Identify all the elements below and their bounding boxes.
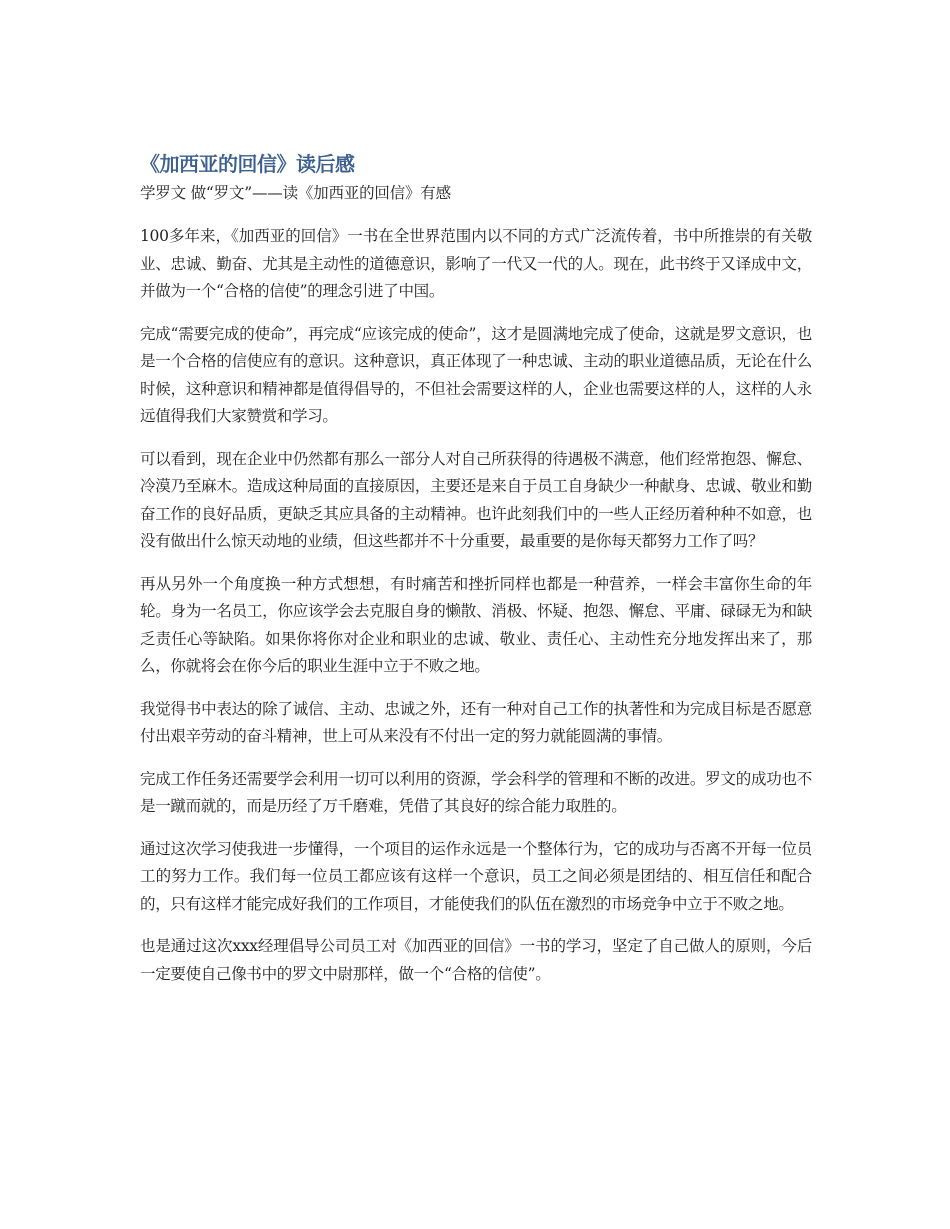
document-title: 《加西亚的回信》读后感	[140, 152, 355, 176]
paragraph: 完成“需要完成的使命”，再完成“应该完成的使命”，这才是圆满地完成了使命，这就是罗文意识，也是一个合格的信使应有的意识。这种意识，真正体现了一种忠诚、主动的职业道德品质，无论在什么时候，这种意识和精神都是值得倡导的，不但社会需要这样的人，企业也需要这样的人，这样的人永远值得我们大家赞赏和学习。	[140, 324, 812, 425]
paragraph: 再从另外一个角度换一种方式想想，有时痛苦和挫折同样也都是一种营养，一样会丰富你生命的年轮。身为一名员工，你应该学会去克服自身的懒散、消极、怀疑、抱怨、懈怠、平庸、碌碌无为和缺乏责任心等缺陷。如果你将你对企业和职业的忠诚、敬业、责任心、主动性充分地发挥出来了，那么，你就将会在你今后的职业生涯中立于不败之地。	[140, 574, 812, 675]
paragraph: 我觉得书中表达的除了诚信、主动、忠诚之外，还有一种对自己工作的执著性和为完成目标是否愿意付出艰辛劳动的奋斗精神，世上可从来没有不付出一定的努力就能圆满的事情。	[140, 699, 812, 745]
paragraph: 也是通过这次xxx经理倡导公司员工对《加西亚的回信》一书的学习，坚定了自己做人的原则，今后一定要使自己像书中的罗文中尉那样，做一个“合格的信使”。	[140, 937, 812, 983]
paragraph: 完成工作任务还需要学会利用一切可以利用的资源，学会科学的管理和不断的改进。罗文的成功也不是一蹴而就的，而是历经了万千磨难，凭借了其良好的综合能力取胜的。	[140, 769, 812, 815]
document-subtitle: 学罗文 做“罗文”——读《加西亚的回信》有感	[140, 184, 451, 202]
paragraph: 通过这次学习使我进一步懂得，一个项目的运作永远是一个整体行为，它的成功与否离不开每一位员工的努力工作。我们每一位员工都应该有这样一个意识，员工之间必须是团结的、相互信任和配合的，只有这样才能完成好我们的工作项目，才能使我们的队伍在激烈的市场竞争中立于不败之地。	[140, 839, 812, 913]
paragraph: 100多年来，《加西亚的回信》一书在全世界范围内以不同的方式广泛流传着，书中所推崇的有关敬业、忠诚、勤奋、尤其是主动性的道德意识，影响了一代又一代的人。现在，此书终于又译成中文，并做为一个“合格的信使”的理念引进了中国。	[140, 227, 812, 300]
paragraph: 可以看到，现在企业中仍然都有那么一部分人对自己所获得的待遇极不满意，他们经常抱怨、懈怠、冷漠乃至麻木。造成这种局面的直接原因，主要还是来自于员工自身缺少一种献身、忠诚、敬业和勤奋工作的良好品质，更缺乏其应具备的主动精神。也许此刻我们中的一些人正经历着种种不如意，也没有做出什么惊天动地的业绩，但这些都并不十分重要，最重要的是你每天都努力工作了吗？	[140, 449, 812, 550]
document-body	[140, 150, 812, 988]
